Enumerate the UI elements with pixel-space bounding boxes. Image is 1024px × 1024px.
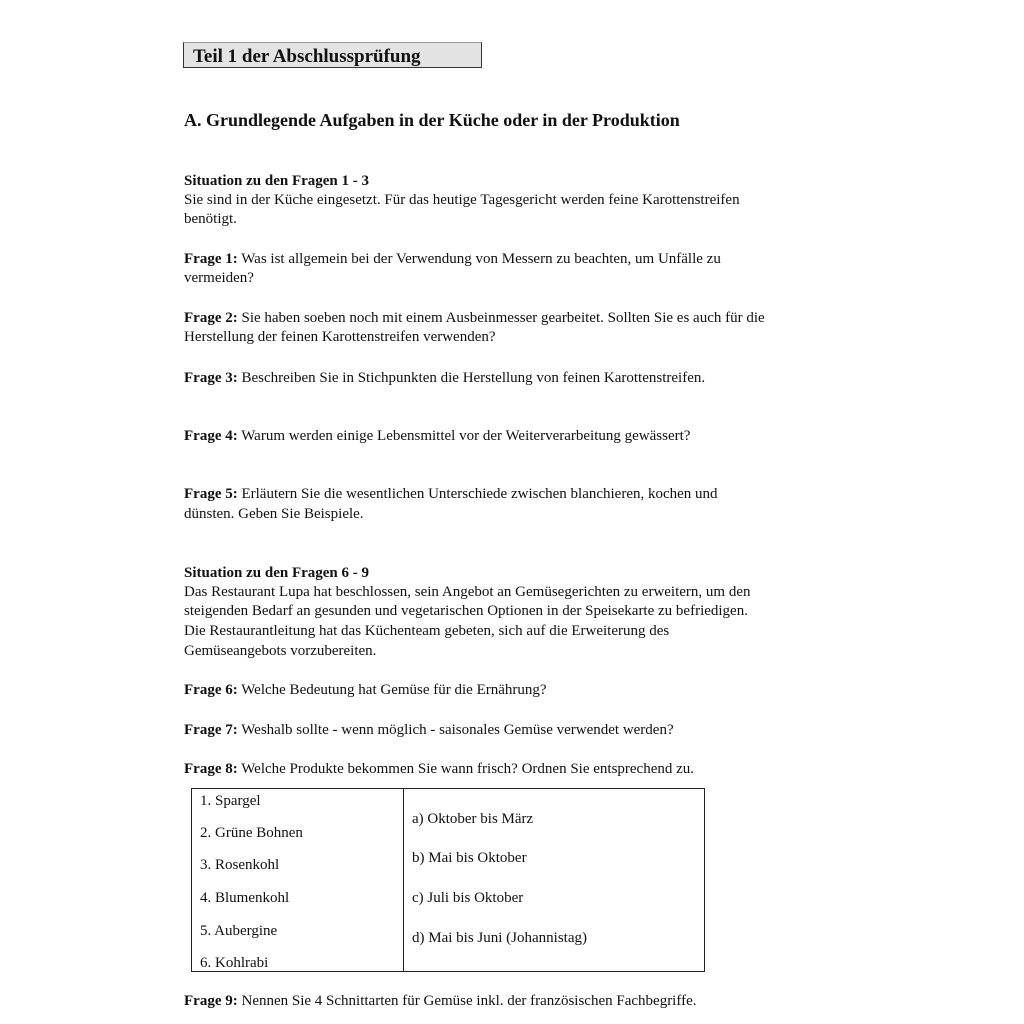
question-label: Frage 2: [184, 310, 238, 326]
question-label: Frage 9: [184, 993, 238, 1009]
page-title: Teil 1 der Abschlussprüfung [183, 42, 482, 68]
product-item: 5. Aubergine [200, 923, 278, 939]
product-item: 4. Blumenkohl [200, 890, 290, 906]
situation-text: Sie sind in der Küche eingesetzt. Für das heutige Tagesgericht werden feine Karottenstreifen [184, 192, 740, 208]
question-3: Frage 3: Beschreiben Sie in Stichpunkten die Herstellung von feinen Karottenstreifen. [184, 370, 706, 386]
question-text: dünsten. Geben Sie Beispiele. [184, 506, 364, 522]
product-item: 1. Spargel [200, 793, 261, 809]
matching-table [191, 788, 705, 972]
question-label: Frage 5: [184, 486, 238, 502]
question-1: Frage 1: Was ist allgemein bei der Verwendung von Messern zu beachten, um Unfälle zu [184, 251, 721, 267]
season-item: d) Mai bis Juni (Johannistag) [412, 930, 587, 946]
question-label: Frage 8: [184, 761, 238, 777]
product-item: 2. Grüne Bohnen [200, 825, 303, 841]
section-heading: A. Grundlegende Aufgaben in der Küche oder in der Produktion [184, 110, 680, 130]
question-label: Frage 7: [184, 722, 238, 738]
season-item: b) Mai bis Oktober [412, 850, 527, 866]
question-label: Frage 6: [184, 682, 238, 698]
product-item: 3. Rosenkohl [200, 857, 280, 873]
question-text: Herstellung der feinen Karottenstreifen verwenden? [184, 329, 496, 345]
situation-text: Gemüseangebots vorzubereiten. [184, 643, 377, 659]
product-item: 6. Kohlrabi [200, 955, 269, 971]
situation-heading: Situation zu den Fragen 1 - 3 [184, 173, 370, 189]
question-label: Frage 3: [184, 370, 238, 386]
season-item: a) Oktober bis März [412, 811, 534, 827]
question-text: vermeiden? [184, 270, 254, 286]
question-4: Frage 4: Warum werden einige Lebensmittel vor der Weiterverarbeitung gewässert? [184, 428, 691, 444]
question-6: Frage 6: Welche Bedeutung hat Gemüse für die Ernährung? [184, 682, 547, 698]
question-label: Frage 4: [184, 428, 238, 444]
situation-text: benötigt. [184, 211, 237, 227]
situation-text: steigenden Bedarf an gesunden und vegetarischen Optionen in der Speisekarte zu befriedigen. [184, 603, 748, 619]
situation-text: Das Restaurant Lupa hat beschlossen, sein Angebot an Gemüsegerichten zu erweitern, um den [184, 584, 751, 600]
question-9: Frage 9: Nennen Sie 4 Schnittarten für Gemüse inkl. der französischen Fachbegriffe. [184, 993, 697, 1009]
question-5: Frage 5: Erläutern Sie die wesentlichen Unterschiede zwischen blanchieren, kochen und [184, 486, 718, 502]
question-8: Frage 8: Welche Produkte bekommen Sie wann frisch? Ordnen Sie entsprechend zu. [184, 761, 695, 777]
situation-text: Die Restaurantleitung hat das Küchenteam gebeten, sich auf die Erweiterung des [184, 623, 670, 639]
situation-heading: Situation zu den Fragen 6 - 9 [184, 565, 370, 581]
question-2: Frage 2: Sie haben soeben noch mit einem Ausbeinmesser gearbeitet. Sollten Sie es auch für die [184, 310, 765, 326]
table-divider [403, 789, 404, 971]
question-label: Frage 1: [184, 251, 238, 267]
season-item: c) Juli bis Oktober [412, 890, 524, 906]
question-7: Frage 7: Weshalb sollte - wenn möglich - saisonales Gemüse verwendet werden? [184, 722, 674, 738]
